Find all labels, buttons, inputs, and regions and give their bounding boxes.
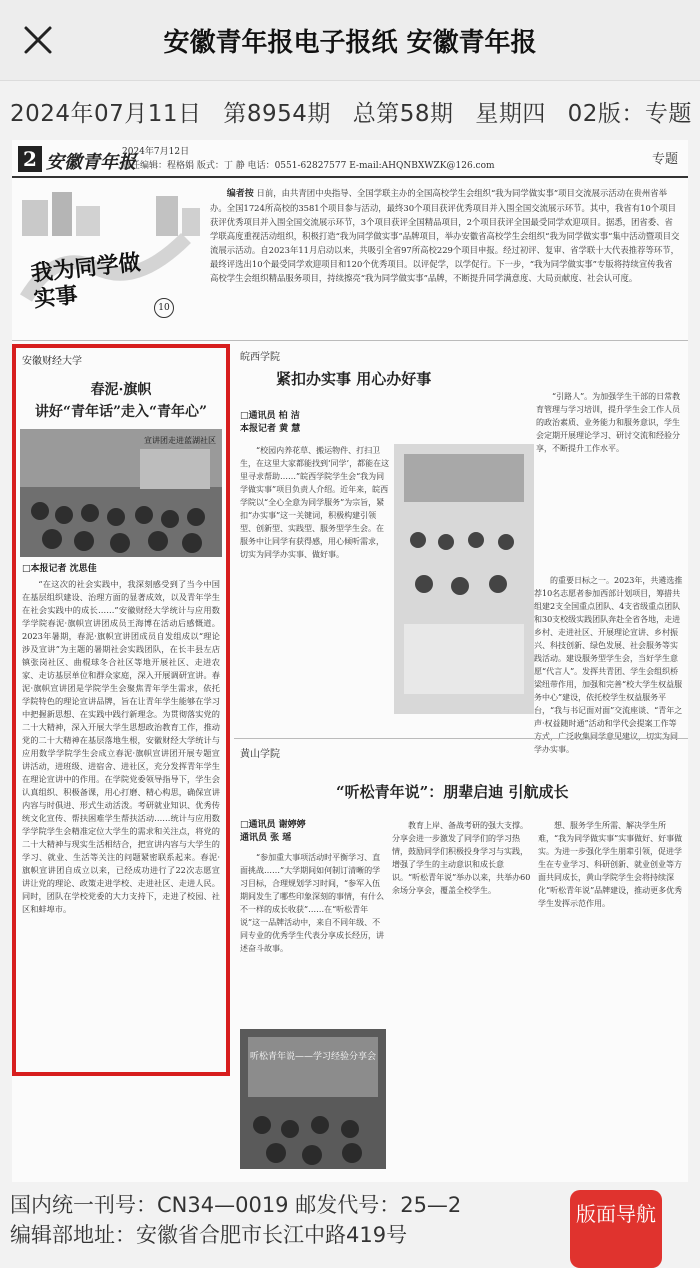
article-byline bbox=[240, 819, 306, 845]
article-school: 黄山学院 bbox=[240, 749, 280, 760]
page-number: 2 bbox=[18, 146, 42, 172]
article-column-1: “参加重大事项活动时平衡学习、直面挑战……”大学期间如何制订清晰的学习目标，合理规划学习时间，“参军入伍期间发生了哪些印象深刻的事情，有什么不一样的成长收获”……在“听松青年说”这一品牌活动中，来自不同年级、不同专业的优秀学生代表分享成长经历，讲述奋斗故事。 bbox=[240, 853, 384, 953]
column-logo bbox=[16, 188, 206, 328]
footer-issn: 国内统一刊号：CN34—0019 邮发代号：25—2 bbox=[10, 1193, 462, 1217]
issue-weekday: 星期四 bbox=[475, 101, 546, 127]
byline-correspondent-1: □通讯员 谢婷婷 bbox=[240, 820, 306, 830]
article-anhui-finance[interactable] bbox=[12, 344, 230, 1076]
article-column-2: 教育上岸、备战考研的强大支撑。分享会进一步激发了同学们的学习热情，鼓励同学们积极投身学习与实践，增强了学生的主动意识和成长意识。“听松青年说”举办以来，共举办60余场分享会，覆盖全校学生。 bbox=[392, 821, 531, 895]
editor-line: 责任编辑：程格娟 版式：丁 静 电话：0551-62827577 E-mail:AHQNBXWZK@126.com bbox=[122, 161, 495, 171]
close-icon[interactable] bbox=[18, 20, 58, 60]
article-photo bbox=[394, 444, 534, 714]
article-column-3: 的重要日标之一。2023年，共遴选推荐10名志愿者参加西部计划项目，筹措共组建2支全国重点团队、4支省级重点团队和30支校级实践团队奔赴全省各地，走进乡村、走进社区、开展理论宣讲、乡村振兴、科技创新、绿色发展、社会服务等实践活动。建设服务型学生会，当好学生意愿“代言人”。发挥共青团、学生会组织桥梁纽带作用，加强和完善“校大学生权益服务中心”建设，依托校学生权益服务平台，“我与书记面对面”交流座谈、“青年之声·权益随时通”活动和学代会提案工作等方式，广泛收集同学意见建议，切实为同学办实事。 bbox=[534, 576, 683, 754]
footer-address: 编辑部地址：安徽省合肥市长江中路419号 bbox=[10, 1223, 408, 1247]
article-school: 安徽财经大学 bbox=[22, 356, 82, 367]
column-intro-label: 编者按 bbox=[226, 189, 254, 199]
article-headline: “听松青年说”：朋辈启迪 引航成长 bbox=[336, 783, 569, 801]
article-west-anhui[interactable] bbox=[234, 344, 688, 754]
article-column-1: “校园内养花草、搬运物件、打扫卫生，在这里大家都能找到‘同学’，都能在这里寻求帮助……”皖西学院学生会“我为同学做实事”项目负责人介绍。近年来，皖西学院以“全心全意为同学服务”为宗旨，紧扣“办实事”这一关键词，积极构建引领型、创新型、实践型、服务型学生会。在服务中让同学有获得感，用心倾听需求，切实为同学办实事、做好事。 bbox=[240, 446, 390, 559]
article-headline: 春泥·旗帜 bbox=[90, 382, 152, 398]
issue-total-number: 总第58期 bbox=[352, 101, 454, 127]
paper-brand: 安徽青年报 bbox=[46, 152, 136, 173]
article-column-3: 想、服务学生所需、解决学生所难，“我为同学做实事”实事做好、好事做实。为进一步强化学生朋辈引领，促进学生在专业学习、科研创新、就业创业等方面共同成长，黄山学院学生会将持续深化“听松青年说”品牌建设，推动更多优秀学生发挥示范作用。 bbox=[538, 821, 683, 908]
photo-caption: 听松青年说——学习经验分享会 bbox=[250, 1052, 377, 1062]
issue-number: 第8954期 bbox=[223, 101, 331, 127]
column-intro-text: 日前，由共青团中央指导、全国学联主办的全国高校学生会组织“我为同学做实事”项目交流展示活动在贵州省举办。全国1724所高校的3581个项目参与活动，最终30个项目获评优秀项目并入围全国交流展示环节。其中，我省有10个项目获评优秀项目并入围全国交流展示环节，3个项目获评全国精品项目，2个项目获评全国最受同学欢迎项目。据悉，团省委、省学联高度重视活动组织，积极打造“我为同学做实事”品牌项目，举办安徽省高校学生会组织“我为同学做实事”集中活动暨项目交流展示活动。自2023年11月启动以来，共吸引全省97所高校229个项目申报。经过初评、复审、省学联十大代表推荐等环节，最终评选出10个最受同学欢迎项目和120个优秀项目。以评促学，以学促行。下一步，“我为同学做实事”专版将持续宣传我省高校学生会组织精品服务项目，持续擦亮“我为同学做实事”品牌，不断提升同学满意度、大局贡献度、社会认可度。 bbox=[210, 188, 680, 283]
layout-navigation-button[interactable]: 版面导航 bbox=[570, 1190, 662, 1268]
article-school: 皖西学院 bbox=[240, 352, 280, 363]
article-body: “在这次的社会实践中，我深刻感受到了当今中国在基层组织建设、治理方面的显著成效，以及青年学生在社会实践中的成长……”安徽财经大学统计与应用数学学院春泥·旗帜宣讲团成员王海博在活动后感慨道。2023年暑期，春泥·旗帜宣讲团成员自发组成以“理论涉及宣讲”为主题的暑期社会实践团队，在长丰县左店镇张岗社区、曲棍球冬合社区等地开展社区、走进农家、走访基层单位和群众家庭，深入开展调研宣讲。春泥·旗帜宣讲团是学院学生会聚焦青年学生需求，依托学院特色的理论宣讲品牌，旨在让青年学生能够在学习中把握新思想、在实践中践行新理念。为贯彻落实党的二十大精神，深入开展大学生思想政治教育工作，推动党的二十大精神在基层落地生根，安徽财经大学统计与应用数学学院学生会成立春泥·旗帜宣讲团开展专题宣讲活动，进班级、进宿舍、进社区，充分发挥青年学生在理论宣讲中的作用。在学院党委领导指导下，学生会认真组织、积极备课，用心打磨、精心构思，确保宣讲内容与时俱进、形式生动活泼。考研就业知识、优秀传统文化宣传、帮扶困难学生帮扶活动……统计与应用数学学院学生会精准定位大学生的需求和关注点，将党的二十大精神与现实生活相结合，把宣讲内容与大学生的学习、就业、生活等关注的问题紧密联系起来。春泥·旗帜宣讲团自成立以来，已经成功进行了22次志愿宣讲让党的理论、政策走进学校、走进社区、走进人民。同时，团队在学校党委的大力支持下，走进了校园、社区和蚌埠市。 bbox=[22, 579, 220, 914]
column-logo-number: 10 bbox=[154, 298, 174, 318]
article-subheadline: 讲好“青年话”走入“青年心” bbox=[34, 404, 208, 420]
article-byline bbox=[240, 410, 300, 436]
section-label: 专题 bbox=[651, 152, 678, 167]
top-bar bbox=[0, 0, 700, 81]
column-logo-text: 我为同学做实事 bbox=[29, 249, 142, 313]
issue-date: 2024年07月11日 bbox=[10, 101, 202, 127]
article-column-2: “引路人”。为加强学生干部的日常教育管理与学习培训，提升学生会工作人员的政治素质、业务能力和服务意识，学生会定期开展理论学习、研讨交流和经验分享，不断提升工作水平。 bbox=[536, 392, 681, 453]
article-photo bbox=[20, 429, 222, 557]
issue-page: 02版：专题 bbox=[567, 101, 692, 127]
byline-reporter: 本报记者 黄 慧 bbox=[240, 424, 301, 434]
article-headline: 紧扣办实事 用心办好事 bbox=[276, 370, 432, 388]
article-byline: □本报记者 沈思佳 bbox=[22, 564, 97, 574]
article-huangshan[interactable] bbox=[234, 738, 688, 1179]
article-photo bbox=[240, 1029, 386, 1169]
byline-correspondent-2: 通讯员 张 瑶 bbox=[240, 833, 292, 843]
window-title: 安徽青年报电子报纸 安徽青年报 bbox=[163, 28, 537, 58]
paper-date: 2024年7月12日 bbox=[122, 147, 190, 157]
page-masthead bbox=[12, 140, 688, 178]
byline-correspondent: □通讯员 柏 洁 bbox=[240, 411, 300, 421]
issue-meta bbox=[10, 95, 700, 128]
newspaper-page[interactable] bbox=[12, 140, 688, 1182]
photo-caption: 宣讲团走进蓝湖社区 bbox=[144, 436, 216, 445]
column-banner bbox=[12, 182, 688, 341]
column-intro bbox=[210, 186, 680, 336]
footer-info bbox=[10, 1190, 461, 1250]
